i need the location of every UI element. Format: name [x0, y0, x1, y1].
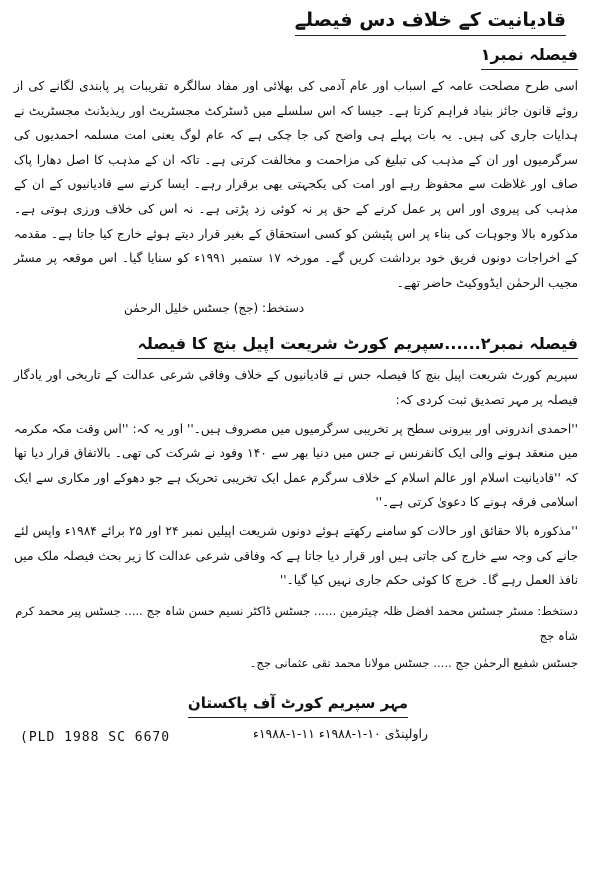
judges-signatures-line-2: جسٹس شفیع الرحمٰن جج ..... جسٹس مولانا محمد تقی عثمانی جج۔ [249, 655, 578, 670]
case-citation: (PLD 1988 SC 6670 [20, 729, 171, 745]
page-title-text: قادیانیت کے خلاف دس فیصلے [295, 6, 566, 36]
decision1-heading [14, 42, 578, 70]
decision1-signature-block [14, 295, 578, 321]
place-and-date: راولپنڈی ۱۰-۱-۱۹۸۸ء ۱۱-۱-۱۹۸۸ء [252, 725, 428, 741]
decision2-quote-2: ''مذکورہ بالا حقائق اور حالات کو سامنے رکھتے ہوئے دونوں شریعت اپیلیں نمبر ۲۴ اور ۲۵ برائے ۱۹۸۴ء واپس لئے جانے کی وجہ سے خارج کی جاتی ہیں اور قرار دیا جاتا ہے کہ وفاقی شرعی عدالت کا زیر بحث فیصلہ ملک میں نافذ العمل رہے گا۔ خرچ کا کوئی حکم جاری نہیں کیا گیا۔'' [14, 523, 578, 588]
judges-signatures-line-1: دستخط: مسٹر جسٹس محمد افضل ظلہ چیئرمین ...... جسٹس ڈاکٹر نسیم حسن شاہ جج ..... جسٹس پیر محمد کرم شاہ جج [15, 603, 578, 643]
decision2-heading-text: فیصلہ نمبر۲......سپریم کورٹ شریعت اپیل بنچ کا فیصلہ [137, 331, 578, 359]
decision2-heading [14, 331, 578, 359]
decision2-quote-1: ''احمدی اندرونی اور بیرونی سطح پر تخریبی سرگرمیوں میں مصروف ہیں۔'' اور یہ کہ: ''اس وقت مکہ مکرمہ میں منعقد ہونے والی ایک کانفرنس نے جس میں دنیا بھر سے ۱۴۰ وفود نے شرکت کی تھی۔ بالاتفاق قرار دیا تھا کہ ''قادیانیت اسلام اور عالم اسلام کے خلاف سرگرم عمل ایک تخریبی تحریک ہے جو دھوکے اور مکاری سے ایک اسلامی فرقہ ہونے کا دعویٰ کرتی ہے۔'' [14, 421, 578, 510]
decision1-heading-text: فیصلہ نمبر۱ [481, 42, 578, 70]
footer-row [14, 722, 578, 754]
decision1-signature: دستخط: (جج) جسٹس خلیل الرحمٰن [124, 301, 305, 316]
court-seal-label: مہر سپریم کورٹ آف پاکستان [188, 690, 408, 718]
decision2-intro: سپریم کورٹ شریعت اپیل بنچ کا فیصلہ جس نے قادیانیوں کے خلاف وفاقی شرعی عدالت کے تاریخی اور یادگار فیصلہ پر مہر تصدیق ثبت کردی کہ: [14, 368, 578, 407]
decision1-paragraph: اسی طرح مصلحت عامہ کے اسباب اور عام آدمی کی بھلائی اور مفاد سالگرہ تقریبات پر پابندی لگانے کی از روئے قانون جائز بنیاد فراہم کرتا ہے۔ جیسا کہ اس سلسلے میں ڈسٹرکٹ مجسٹریٹ اور ریذیڈنٹ مجسٹریٹ نے ہدایات جاری کی ہیں۔ یہ بات پہلے ہی واضح کی جا چکی ہے کہ عام لوگ یعنی امت مسلمہ احمدیوں کی سرگرمیوں اور ان کے مذہب کی تبلیغ کی مزاحمت و مخالفت کرتی ہے۔ تاکہ ان کے مذہب کا اصل دھارا پاک صاف اور غلاظت سے محفوظ رہے اور امت کی یکجہتی بھی برقرار رہے۔ ایسا کرنے سے قادیانیوں کے ان کے مذہب کی پیروی اور اس پر عمل کرنے کے حق پر نہ کوئی زد پڑتی ہے۔ نہ اس کی خلاف ورزی ہوتی ہے۔ مذکورہ بالا وجوہات کی بناء پر اس پٹیشن کو کسی استحقاق کے بغیر قرار دیتے ہوئے خارج کیا جاتا ہے۔ مقدمہ کے اخراجات دونوں فریق خود برداشت کریں گے۔ مورخہ ۱۷ ستمبر ۱۹۹۱ء کو سنایا گیا۔ اس موقعہ پر مسٹر مجیب الرحمٰن ایڈووکیٹ حاضر تھے۔ [14, 79, 578, 290]
court-seal-text [14, 690, 578, 718]
page-title [14, 6, 578, 36]
